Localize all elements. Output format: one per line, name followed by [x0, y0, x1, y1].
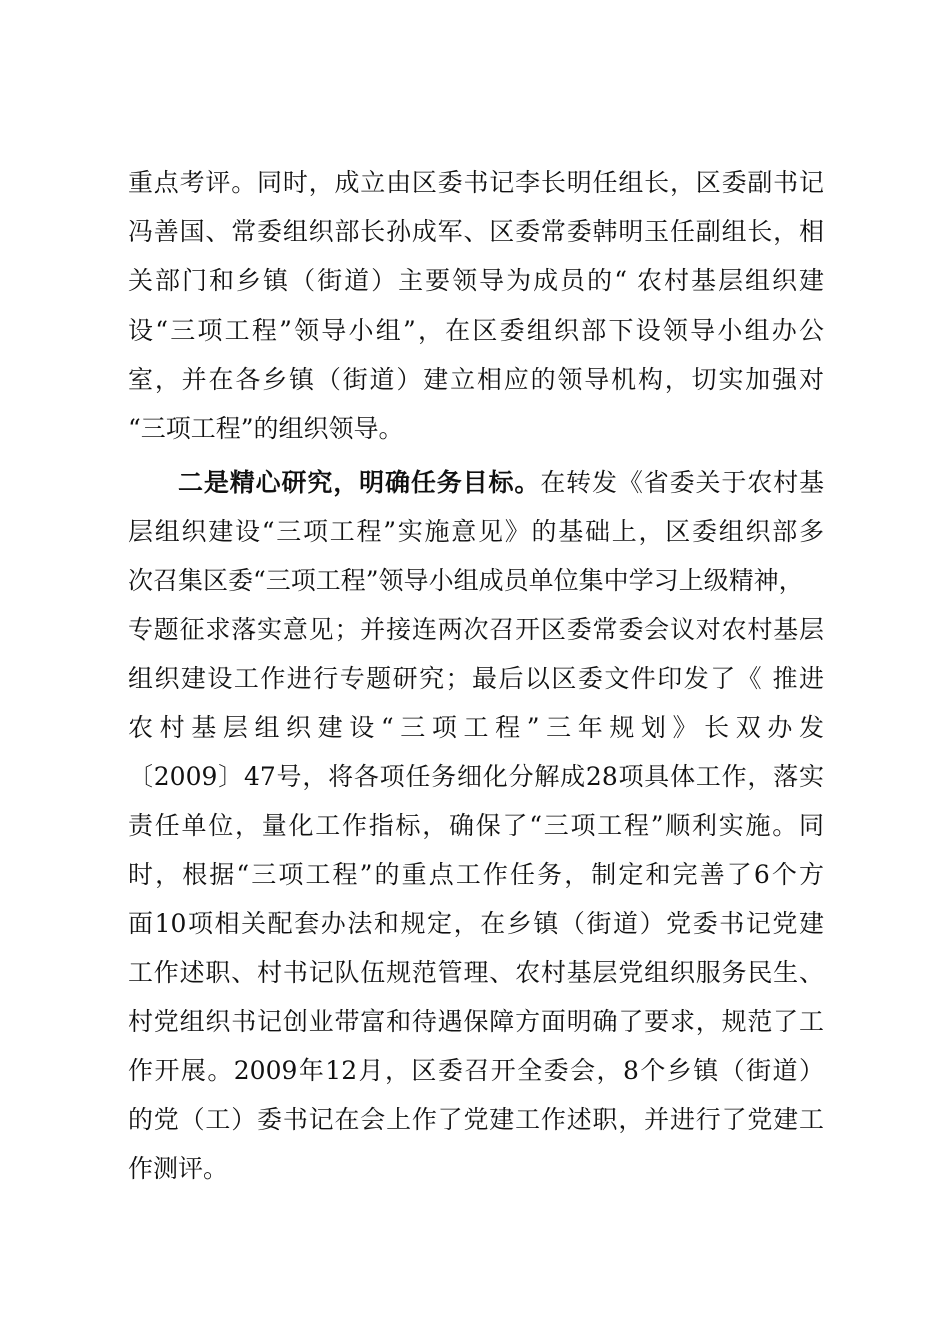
paragraph-1-line-6: “三项工程”的组织领导。 — [128, 414, 404, 443]
paragraph-2-line-1 — [178, 468, 824, 498]
paragraph-2-line-5: 组织建设工作进行专题研究；最后以区委文件印发了《 推进 — [128, 664, 824, 693]
paragraph-2-line-10: 面10项相关配套办法和规定，在乡镇（街道）党委书记党建 — [128, 909, 824, 938]
paragraph-2-line-14: 的党（工）委书记在会上作了党建工作述职，并进行了党建工 — [128, 1105, 824, 1134]
paragraph-1-line-3: 关部门和乡镇（街道）主要领导为成员的“ 农村基层组织建 — [128, 266, 824, 295]
paragraph-2-line-7: 〔2009〕47号，将各项任务细化分解成28项具体工作，落实 — [128, 762, 824, 791]
paragraph-1-line-4: 设“三项工程”领导小组”，在区委组织部下设领导小组办公 — [128, 316, 824, 345]
paragraph-2-line-8: 责任单位，量化工作指标，确保了“三项工程”顺利实施。同 — [128, 811, 824, 840]
paragraph-1-line-1: 重点考评。同时，成立由区委书记李长明任组长，区委副书记 — [128, 168, 824, 197]
paragraph-2-lead-rest: 在转发《省委关于农村基 — [540, 468, 824, 497]
paragraph-2-line-12: 村党组织书记创业带富和待遇保障方面明确了要求，规范了工 — [128, 1007, 824, 1036]
paragraph-2-line-4: 专题征求落实意见；并接连两次召开区委常委会议对农村基层 — [128, 615, 824, 644]
paragraph-2-line-11: 工作述职、村书记队伍规范管理、农村基层党组织服务民生、 — [128, 958, 824, 987]
paragraph-2-line-13: 作开展。2009年12月，区委召开全委会，8个乡镇（街道） — [128, 1056, 824, 1085]
paragraph-2-line-3: 次召集区委“三项工程”领导小组成员单位集中学习上级精神， — [128, 566, 804, 595]
paragraph-2-line-9: 时，根据“三项工程”的重点工作任务，制定和完善了6个方 — [128, 860, 824, 889]
paragraph-1-line-5: 室，并在各乡镇（街道）建立相应的领导机构，切实加强对 — [128, 365, 824, 394]
paragraph-1-line-2: 冯善国、常委组织部长孙成军、区委常委韩明玉任副组长，相 — [128, 217, 824, 246]
paragraph-2-line-15: 作测评。 — [128, 1154, 229, 1183]
paragraph-2-lead-bold: 二是精心研究，明确任务目标。 — [178, 468, 541, 497]
paragraph-2-line-2: 层组织建设“三项工程”实施意见》的基础上，区委组织部多 — [128, 517, 824, 546]
paragraph-2-line-6: 农村基层组织建设“三项工程”三年规划》长双办发 — [128, 713, 824, 742]
